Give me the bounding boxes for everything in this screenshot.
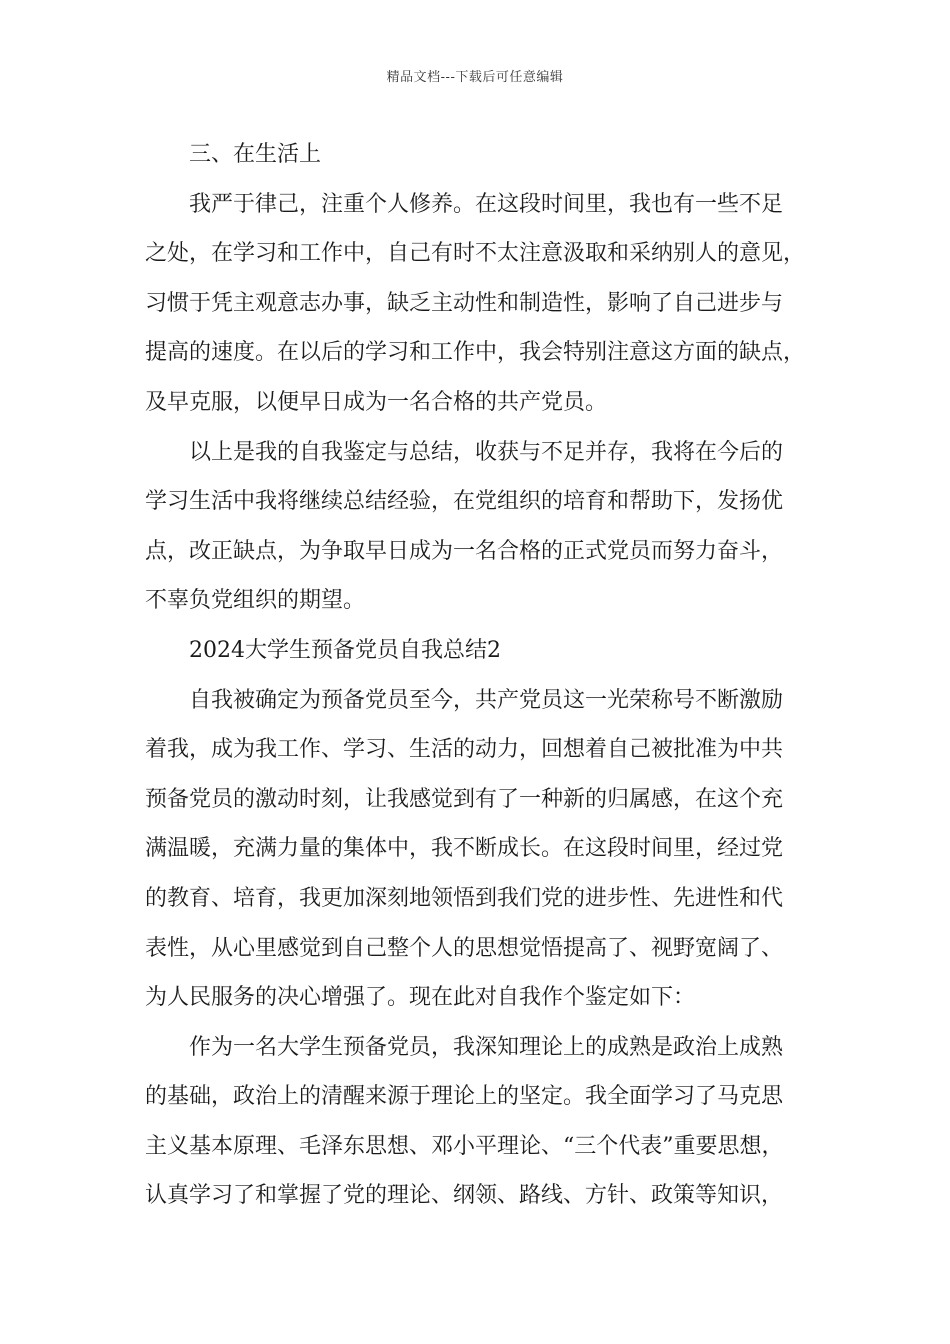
paragraph-line: 习惯于凭主观意志办事，缺乏主动性和制造性，影响了自己进步与 [145,290,784,316]
paragraph-line: 学习生活中我将继续总结经验，在党组织的培育和帮助下，发扬优 [145,489,784,515]
page-header: 精品文档---下载后可任意编辑 [386,70,564,85]
paragraph-line: 之处，在学习和工作中，自己有时不太注意汲取和采纳别人的意见， [145,241,806,267]
paragraph-line: 的教育、培育，我更加深刻地领悟到我们党的进步性、先进性和代 [145,885,784,911]
paragraph-line: 着我，成为我工作、学习、生活的动力，回想着自己被批准为中共 [145,737,784,763]
paragraph-line: 以上是我的自我鉴定与总结，收获与不足并存，我将在今后的 [189,439,784,465]
paragraph-line: 的基础，政治上的清醒来源于理论上的坚定。我全面学习了马克思 [145,1084,784,1110]
paragraph-line: 作为一名大学生预备党员，我深知理论上的成熟是政治上成熟 [189,1034,784,1060]
section-heading: 三、在生活上 [189,142,322,167]
paragraph-line: 主义基本原理、毛泽东思想、邓小平理论、“三个代表”重要思想， [145,1133,784,1159]
document-subtitle: 2024大学生预备党员自我总结2 [189,637,501,663]
paragraph-line: 不辜负党组织的期望。 [145,588,366,614]
paragraph-line: 满温暖，充满力量的集体中，我不断成长。在这段时间里，经过党 [145,836,784,862]
paragraph-line: 为人民服务的决心增强了。现在此对自我作个鉴定如下： [145,985,696,1011]
paragraph-line: 点，改正缺点，为争取早日成为一名合格的正式党员而努力奋斗， [145,538,784,564]
paragraph-line: 提高的速度。在以后的学习和工作中，我会特别注意这方面的缺点， [145,340,806,366]
paragraph-line: 预备党员的激动时刻，让我感觉到有了一种新的归属感，在这个充 [145,786,784,812]
paragraph-line: 及早克服，以便早日成为一名合格的共产党员。 [145,389,608,415]
paragraph-line: 我严于律己，注重个人修养。在这段时间里，我也有一些不足 [189,191,784,217]
paragraph-line: 自我被确定为预备党员至今，共产党员这一光荣称号不断激励 [189,687,784,713]
paragraph-line: 认真学习了和掌握了党的理论、纲领、路线、方针、政策等知识， [145,1183,784,1209]
document-body [145,130,835,1221]
paragraph-line: 表性，从心里感觉到自己整个人的思想觉悟提高了、视野宽阔了、 [145,935,784,961]
